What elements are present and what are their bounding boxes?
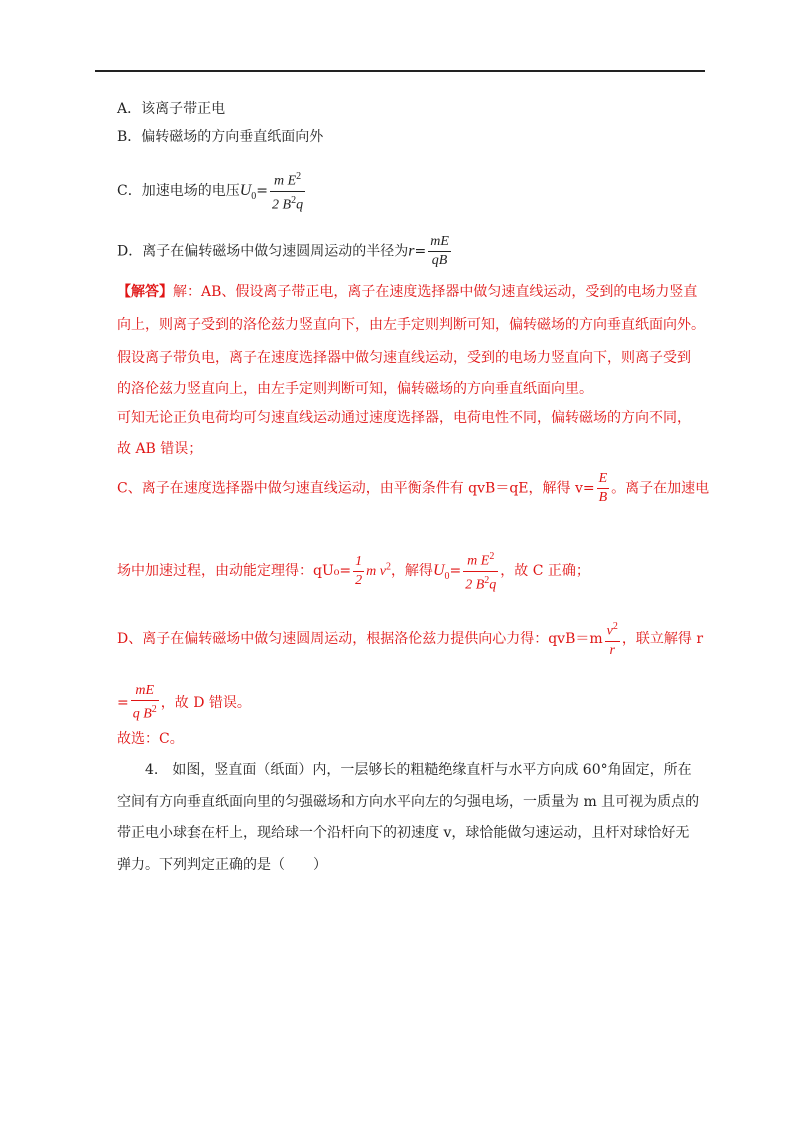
answer-d-line-2: = $\frac{mE}{q B^2}$ ，故 D 错误。 <box>117 683 251 722</box>
answer-d-line-1: D、离子在偏转磁场中做匀速圆周运动，根据洛伦兹力提供向心力得：qvB＝m $\frac{v^2}{r}$ ，联立解得 r <box>117 618 703 660</box>
option-b: B．偏转磁场的方向垂直纸面向外 <box>117 129 324 145</box>
fraction-v2-over-r: $\frac{v^2}{r}$ <box>605 618 620 660</box>
answer-line-2: 向上，则离子受到的洛伦兹力竖直向下，由左手定则判断可知，偏转磁场的方向垂直纸面向外。 <box>117 317 705 333</box>
answer-line-4: 的洛伦兹力竖直向上，由左手定则判断可知，偏转磁场的方向垂直纸面向里。 <box>117 381 593 397</box>
option-c-text: C．加速电场的电压 <box>117 183 240 200</box>
answer-line-3: 假设离子带负电，离子在速度选择器中做匀速直线运动，受到的电场力竖直向下，则离子受到 <box>117 350 691 366</box>
answer-line-1: 【解答】解：AB、假设离子带正电，离子在速度选择器中做匀速直线运动，受到的电场力竖直 <box>117 284 698 300</box>
fraction-one-half: $\frac{1}{2}$ <box>355 553 363 588</box>
option-d-text: D．离子在偏转磁场中做匀速圆周运动的半径为 <box>117 243 409 260</box>
answer-c-line-2: 场中加速过程，由动能定理得：qU₀= $\frac{1}{2}$ m $v^2$，解得$U_0=$ $\frac{m E^2}{2 B^2q}$ ，故 C 正确； <box>117 548 590 594</box>
answer-choice: 故选：C。 <box>117 731 184 747</box>
option-c: C．加速电场的电压$U_0=$ $\frac{m E^2}{2 B^2q}$ <box>117 168 307 214</box>
question4-line-1: 4. 如图，竖直面（纸面）内，一层够长的粗糙绝缘直杆与水平方向成 60°角固定，所在 <box>145 762 692 778</box>
answer-label: 【解答】 <box>117 284 173 300</box>
fraction-mE2-over-2B2q: $\frac{m E^2}{2 B^2q}$ <box>270 168 305 214</box>
header-rule <box>95 70 705 72</box>
answer-line-5: 可知无论正负电荷均可匀速直线运动通过速度选择器，电荷电性不同，偏转磁场的方向不同， <box>117 410 691 426</box>
fraction-mE-over-qB2: $\frac{mE}{q B^2}$ <box>132 683 157 722</box>
fraction-mE2-over-2B2q-answer: $\frac{m E^2}{2 B^2q}$ <box>463 548 498 594</box>
answer-line-6: 故 AB 错误； <box>117 441 203 457</box>
answer-c-line-1: C、离子在速度选择器中做匀速直线运动，由平衡条件有 qvB＝qE，解得 v= $\frac{E}{B}$ 。离子在加速电 <box>117 471 710 505</box>
option-d: D．离子在偏转磁场中做匀速圆周运动的半径为r= $\frac{mE}{qB}$ <box>117 234 449 268</box>
question4-line-4: 弹力。下列判定正确的是（ ） <box>117 857 327 873</box>
option-a: A．该离子带正电 <box>117 101 226 117</box>
question4-line-2: 空间有方向垂直纸面向里的匀强磁场和方向水平向左的匀强电场，一质量为 m 且可视为质点的 <box>117 794 700 810</box>
fraction-mE-over-qB: $\frac{mE}{qB}$ <box>430 234 449 268</box>
fraction-E-over-B: $\frac{E}{B}$ <box>598 471 608 505</box>
u0-symbol: $U_0$ <box>239 182 257 203</box>
question4-line-3: 带正电小球套在杆上，现给球一个沿杆向下的初速度 v，球恰能做匀速运动，且杆对球恰好无 <box>117 825 690 841</box>
